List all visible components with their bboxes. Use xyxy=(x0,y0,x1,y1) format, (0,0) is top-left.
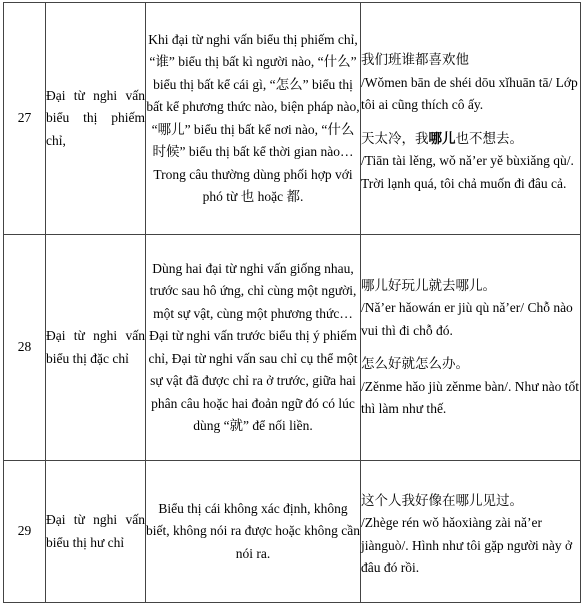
example-translation: Hình như tôi gặp người này ở đâu đó rồi. xyxy=(361,537,573,575)
example-pinyin: /Wǒmen bān de shéi dōu xǐhuān tā/ xyxy=(361,74,553,90)
row-number: 27 xyxy=(4,3,46,235)
example-translation: Như nào tốt thì làm như thế. xyxy=(361,378,580,416)
example-chinese: 也不想去。 xyxy=(455,130,523,147)
example-item xyxy=(361,353,580,421)
example-chinese: 这个人我好像在哪儿见过。 xyxy=(361,492,523,509)
description-cell: Dùng hai đại từ nghi vấn giống nhau, trước sau hô ứng, chỉ cùng một người, một sự vật, cùng một phương thức…Đại từ nghi vấn trước biểu thị ý phiếm chỉ, Đại từ nghi vấn sau chỉ cụ thể một sự vật đã được chỉ ra ở trước, giữa hai phân câu hoặc hai đoản ngữ đó có lúc dùng “就” để nối liền. xyxy=(146,235,361,461)
term-cell: Đại từ nghi vấn biểu thị phiếm chỉ, xyxy=(46,3,146,235)
table-row xyxy=(4,461,581,603)
table-row xyxy=(4,3,581,235)
example-translation: Chỗ nào vui thì đi chỗ đó. xyxy=(361,300,573,338)
row-number: 28 xyxy=(4,235,46,461)
row-number: 29 xyxy=(4,461,46,603)
example-item xyxy=(361,275,580,343)
example-chinese: 哪儿好玩儿就去哪儿。 xyxy=(361,277,496,294)
example-chinese: 我们班谁都喜欢他 xyxy=(361,52,469,68)
example-translation: Trời lạnh quá, tôi chả muốn đi đâu cả. xyxy=(361,175,567,191)
example-chinese-highlight: 哪儿 xyxy=(428,130,456,147)
term-cell: Đại từ nghi vấn biểu thị đặc chỉ xyxy=(46,235,146,461)
example-pinyin: /Zěnme hǎo jiù zěnme bàn/. xyxy=(361,378,512,394)
example-cell xyxy=(361,235,581,461)
example-cell xyxy=(361,461,581,603)
example-cell xyxy=(361,3,581,235)
description-cell: Khi đại từ nghi vấn biểu thị phiếm chỉ, “谁” biểu thị bất kì người nào, “什么” biểu thị bất kể cái gì, “怎么” biểu thị bất kể phương thức nào, biện pháp nào, “哪儿” biểu thị bất kể nơi nào, “什么时候” biểu thị bất kể thời gian nào… Trong câu thường dùng phối hợp với phó từ 也 hoặc 都. xyxy=(146,3,361,235)
description-cell: Biểu thị cái không xác định, không biết, không nói ra được hoặc không cần nói ra. xyxy=(146,461,361,603)
example-chinese: 天太冷，我 xyxy=(361,130,429,147)
example-item xyxy=(361,490,580,580)
term-cell: Đại từ nghi vấn biểu thị hư chỉ xyxy=(46,461,146,603)
example-chinese: 怎么好就怎么办。 xyxy=(361,356,469,372)
example-item xyxy=(361,128,580,196)
table-row xyxy=(4,235,581,461)
example-item xyxy=(361,49,580,117)
example-pinyin: /Nǎ’er hǎowán er jiù qù nǎ’er/ xyxy=(361,300,525,315)
example-translation: Lớp tôi ai cũng thích cô ấy. xyxy=(361,74,578,112)
grammar-table xyxy=(3,2,581,603)
example-pinyin: /Zhège rén wǒ hǎoxiàng zài nǎ’er jiànguò/. xyxy=(361,515,543,553)
example-pinyin: /Tiān tài lěng, wǒ nǎ’er yě bùxiǎng qù/. xyxy=(361,153,574,168)
